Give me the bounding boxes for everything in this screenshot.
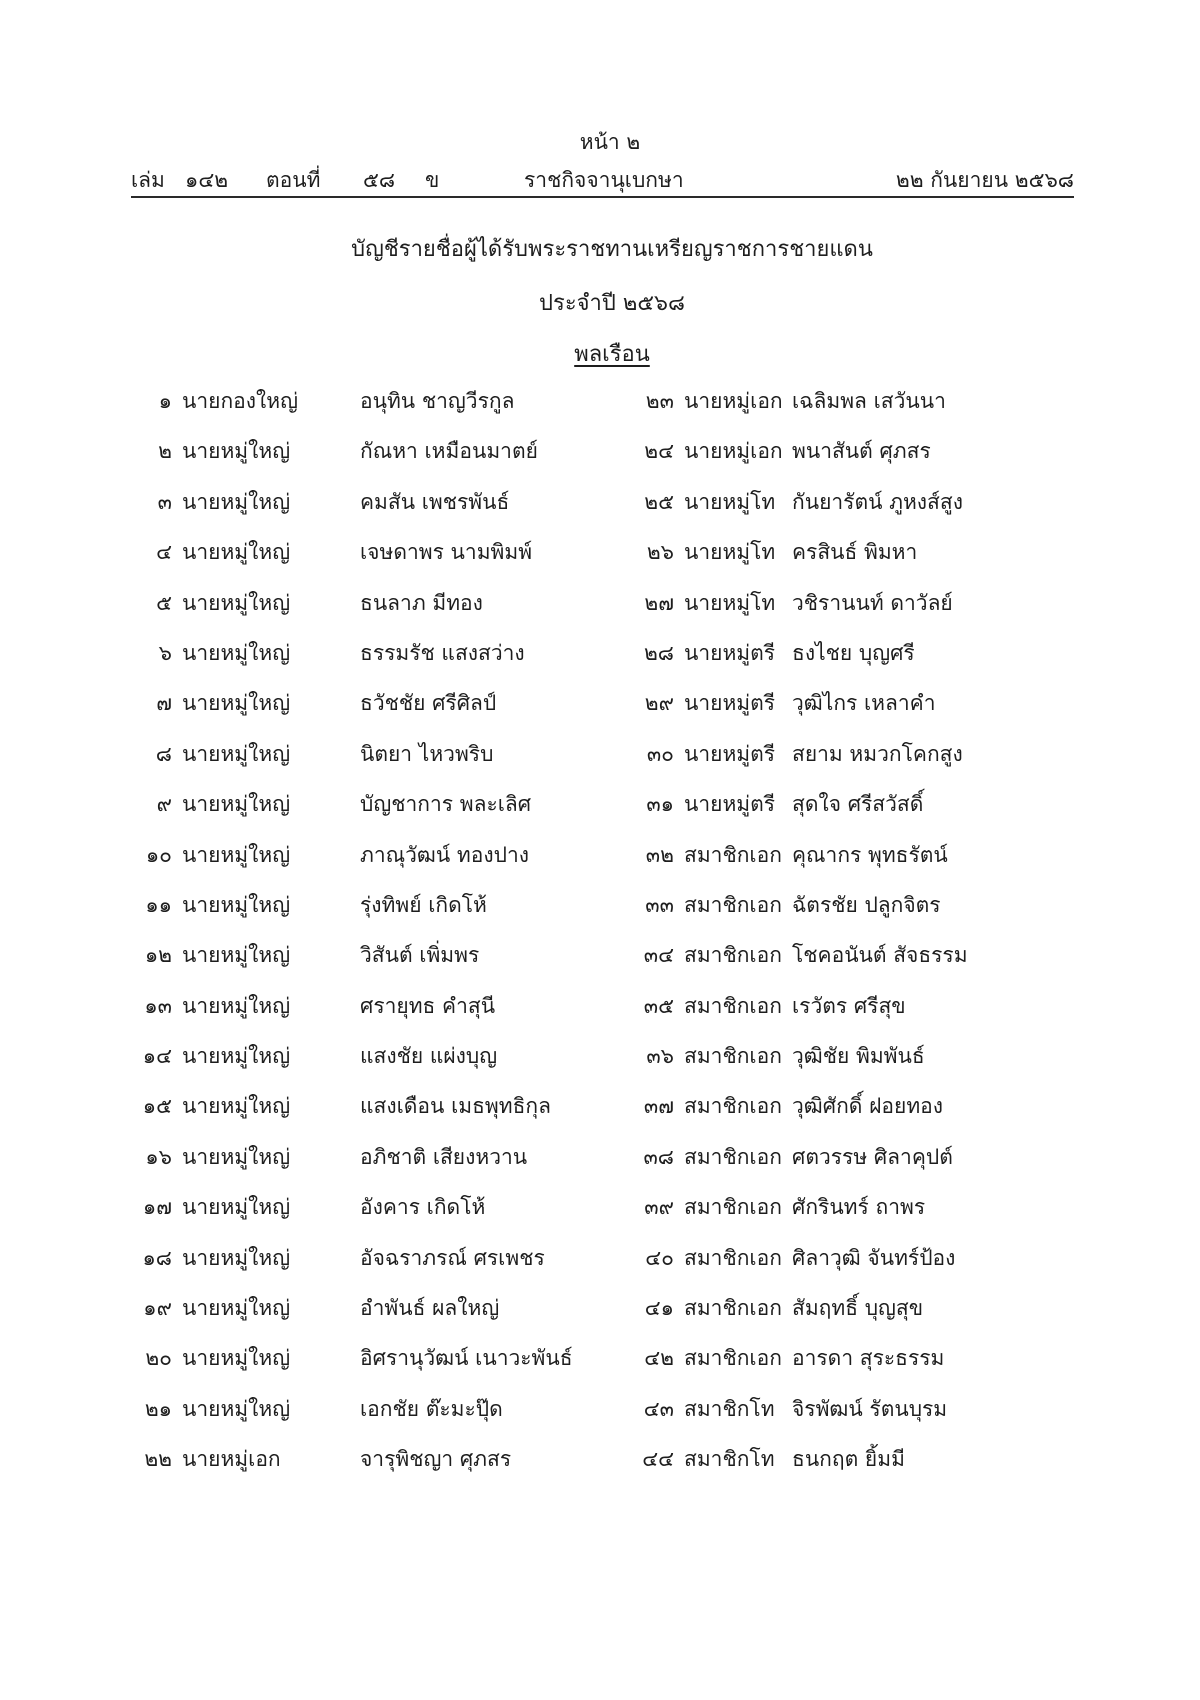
list-item	[622, 435, 1102, 485]
entry-rank: นายหมู่ใหญ่	[182, 1346, 291, 1371]
list-item	[120, 1141, 600, 1191]
entry-number: ๒๐	[145, 1346, 172, 1371]
entry-rank: นายหมู่ตรี	[684, 640, 776, 665]
entry-rank: สมาชิกโท	[684, 1396, 775, 1421]
entry-number: ๓๐	[646, 741, 674, 766]
entry-rank: นายหมู่เอก	[182, 1447, 281, 1472]
volume-number: ๑๔๒	[185, 168, 229, 192]
list-item	[120, 536, 600, 586]
entry-rank: นายหมู่โท	[684, 540, 776, 565]
entry-number: ๑๐	[145, 842, 172, 867]
entry-rank: นายหมู่ใหญ่	[182, 640, 291, 665]
entry-number: ๓๓	[645, 892, 674, 917]
entry-number: ๔๐	[645, 1245, 674, 1270]
entry-name: อัจฉราภรณ์ ศรเพชร	[360, 1245, 545, 1270]
entry-number: ๑๑	[145, 892, 172, 917]
entry-name: ธนลาภ มีทอง	[360, 590, 483, 615]
entry-rank: นายหมู่ใหญ่	[182, 741, 291, 766]
entry-number: ๒๖	[646, 540, 674, 565]
list-item	[622, 385, 1102, 435]
list-item	[120, 1242, 600, 1292]
entry-name: รุ่งทิพย์ เกิดโห้	[360, 892, 487, 917]
publication-name: ราชกิจจานุเบกษา	[524, 168, 684, 192]
list-item	[622, 788, 1102, 838]
entry-number: ๑๓	[144, 993, 172, 1018]
list-item	[120, 1090, 600, 1140]
entry-name: ศรายุทธ คำสุนี	[360, 993, 496, 1018]
entry-number: ๑๙	[143, 1296, 172, 1321]
entry-name: กันยารัตน์ ภูหงส์สูง	[792, 489, 963, 514]
entry-rank: นายหมู่ใหญ่	[182, 1396, 291, 1421]
entry-name: เรวัตร ศรีสุข	[792, 993, 906, 1018]
list-item	[622, 1292, 1102, 1342]
entry-name: อังคาร เกิดโห้	[360, 1195, 486, 1220]
entry-rank: นายหมู่ใหญ่	[182, 842, 291, 867]
list-item	[622, 939, 1102, 989]
gazette-header	[131, 160, 1074, 196]
list-item	[120, 687, 600, 737]
entry-rank: นายหมู่ตรี	[684, 741, 776, 766]
list-item	[622, 738, 1102, 788]
list-item	[120, 1443, 600, 1493]
list-item	[120, 889, 600, 939]
entry-number: ๑๘	[142, 1245, 172, 1270]
entry-rank: สมาชิกเอก	[684, 1044, 782, 1069]
issue-label: ตอนที่	[266, 168, 321, 192]
list-item	[622, 1090, 1102, 1140]
entry-name: วชิรานนท์ ดาวัลย์	[792, 590, 953, 615]
entry-name: พนาสันต์ ศุภสร	[792, 439, 931, 464]
entry-rank: สมาชิกเอก	[684, 842, 782, 867]
recipient-list-right	[622, 385, 1102, 1494]
entry-name: วิสันต์ เพิ่มพร	[360, 943, 480, 968]
list-item	[622, 1242, 1102, 1292]
entry-name: จารุพิชญา ศุภสร	[360, 1447, 512, 1472]
entry-rank: นายหมู่เอก	[684, 439, 783, 464]
list-item	[120, 1040, 600, 1090]
entry-number: ๔	[156, 540, 172, 565]
entry-name: ศตวรรษ ศิลาคุปต์	[792, 1144, 953, 1169]
entry-number: ๒๗	[644, 590, 674, 615]
list-item	[622, 1191, 1102, 1241]
list-item	[622, 1342, 1102, 1392]
list-item	[120, 385, 600, 435]
entry-name: ธงไชย บุญศรี	[792, 640, 915, 665]
entry-number: ๒๘	[643, 640, 674, 665]
issue-number: ๕๘	[363, 168, 396, 192]
entry-rank: นายหมู่ใหญ่	[182, 489, 291, 514]
list-item	[120, 1393, 600, 1443]
entry-name: โชคอนันต์ สัจธรรม	[792, 943, 968, 968]
section-letter: ข	[425, 168, 440, 192]
entry-number: ๓๙	[644, 1195, 674, 1220]
entry-name: วุฒิไกร เหลาคำ	[792, 691, 936, 716]
entry-name: สัมฤทธิ์ บุญสุข	[792, 1296, 924, 1321]
entry-name: วุฒิชัย พิมพันธ์	[792, 1044, 925, 1069]
list-item	[120, 1191, 600, 1241]
entry-number: ๘	[155, 741, 172, 766]
entry-name: นิตยา ไหวพริบ	[360, 741, 494, 766]
entry-rank: สมาชิกเอก	[684, 993, 782, 1018]
entry-number: ๒๕	[644, 489, 674, 514]
entry-rank: สมาชิกเอก	[684, 892, 782, 917]
list-item	[622, 1443, 1102, 1493]
entry-name: คุณากร พุทธรัตน์	[792, 842, 948, 867]
page-number: หน้า ๒	[579, 130, 641, 154]
list-item	[120, 435, 600, 485]
list-item	[622, 687, 1102, 737]
list-item	[622, 889, 1102, 939]
entry-rank: นายกองใหญ่	[182, 389, 299, 413]
entry-rank: นายหมู่ใหญ่	[182, 691, 291, 716]
entry-number: ๑๕	[142, 1094, 172, 1119]
volume-label: เล่ม	[131, 168, 165, 192]
list-item	[120, 637, 600, 687]
entry-number: ๓๖	[646, 1044, 674, 1069]
entry-rank: นายหมู่ใหญ่	[182, 892, 291, 917]
entry-number: ๔๔	[642, 1447, 674, 1472]
entry-name: อภิชาติ เสียงหวาน	[360, 1144, 528, 1169]
list-item	[622, 839, 1102, 889]
entry-name: สยาม หมวกโคกสูง	[792, 741, 963, 766]
entry-rank: นายหมู่ใหญ่	[182, 943, 291, 968]
entry-number: ๗	[156, 691, 172, 716]
entry-name: จิรพัฒน์ รัตนบุรม	[792, 1396, 948, 1421]
recipient-list-left	[120, 385, 600, 1494]
header-rule	[131, 196, 1074, 198]
entry-name: ธนกฤต ยิ้มมี	[792, 1447, 905, 1472]
entry-number: ๔๑	[644, 1296, 674, 1321]
entry-number: ๑๖	[145, 1144, 172, 1169]
list-item	[622, 486, 1102, 536]
entry-name: อนุทิน ชาญวีรกูล	[360, 389, 515, 413]
entry-rank: นายหมู่ใหญ่	[182, 540, 291, 565]
entry-rank: นายหมู่ใหญ่	[182, 1296, 291, 1321]
entry-rank: นายหมู่ใหญ่	[182, 1245, 291, 1270]
entry-rank: นายหมู่เอก	[684, 389, 783, 413]
entry-name: ธวัชชัย ศรีศิลป์	[360, 691, 497, 716]
entry-rank: นายหมู่โท	[684, 489, 776, 514]
entry-name: เฉลิมพล เสวันนา	[792, 389, 946, 413]
list-item	[120, 1342, 600, 1392]
entry-rank: นายหมู่ตรี	[684, 691, 776, 716]
list-item	[622, 587, 1102, 637]
entry-rank: นายหมู่ใหญ่	[182, 1144, 291, 1169]
entry-number: ๓๘	[643, 1144, 674, 1169]
entry-number: ๑๒	[144, 943, 172, 968]
entry-rank: นายหมู่ใหญ่	[182, 792, 291, 817]
publication-date: ๒๒ กันยายน ๒๕๖๘	[895, 168, 1074, 192]
entry-number: ๒๑	[144, 1396, 172, 1421]
entry-rank: นายหมู่ใหญ่	[182, 590, 291, 615]
entry-name: เอกชัย ต๊ะมะปุ๊ด	[360, 1396, 503, 1421]
list-item	[622, 1141, 1102, 1191]
entry-name: แสงเดือน เมธพุทธิกุล	[360, 1094, 551, 1119]
entry-number: ๖	[158, 640, 172, 665]
entry-name: อารดา สุระธรรม	[792, 1346, 945, 1371]
entry-rank: นายหมู่ใหญ่	[182, 439, 291, 464]
entry-number: ๓๗	[643, 1094, 674, 1119]
entry-number: ๔๓	[643, 1396, 674, 1421]
list-item	[120, 788, 600, 838]
list-item	[622, 637, 1102, 687]
entry-name: ศักรินทร์ ถาพร	[792, 1195, 926, 1220]
entry-number: ๒๔	[644, 439, 674, 464]
entry-rank: สมาชิกโท	[684, 1447, 775, 1472]
category-heading	[12, 336, 1200, 371]
entry-rank: สมาชิกเอก	[684, 1144, 782, 1169]
entry-rank: นายหมู่ใหญ่	[182, 1044, 291, 1069]
entry-rank: สมาชิกเอก	[684, 1346, 782, 1371]
entry-rank: นายหมู่ใหญ่	[182, 993, 291, 1018]
entry-number: ๓๑	[646, 792, 674, 817]
list-item	[622, 990, 1102, 1040]
entry-rank: นายหมู่ตรี	[684, 792, 776, 817]
entry-number: ๒	[158, 439, 172, 464]
entry-rank: สมาชิกเอก	[684, 943, 782, 968]
entry-number: ๓	[157, 489, 172, 514]
document-title: บัญชีรายชื่อผู้ได้รับพระราชทานเหรียญราชการชายแดน	[351, 237, 873, 262]
entry-number: ๓๒	[645, 842, 674, 867]
entry-name: ครสินธ์ พิมหา	[792, 540, 918, 565]
entry-rank: สมาชิกเอก	[684, 1245, 782, 1270]
list-item	[120, 1292, 600, 1342]
entry-rank: นายหมู่ใหญ่	[182, 1094, 291, 1119]
entry-name: ฉัตรชัย ปลูกจิตร	[792, 892, 941, 917]
entry-name: บัญชาการ พละเลิศ	[360, 792, 532, 817]
list-item	[622, 536, 1102, 586]
list-item	[120, 486, 600, 536]
entry-number: ๒๒	[144, 1447, 172, 1472]
entry-name: ภาณุวัฒน์ ทองปาง	[360, 842, 529, 867]
entry-rank: สมาชิกเอก	[684, 1094, 782, 1119]
entry-number: ๒๙	[644, 691, 674, 716]
entry-name: ศิลาวุฒิ จันทร์ป้อง	[792, 1245, 956, 1270]
entry-rank: นายหมู่โท	[684, 590, 776, 615]
list-item	[120, 738, 600, 788]
document-subtitle: ประจำปี ๒๕๖๘	[539, 291, 685, 316]
entry-name: เจษดาพร นามพิมพ์	[360, 540, 533, 565]
list-item	[622, 1393, 1102, 1443]
category-label: พลเรือน	[574, 342, 650, 367]
entry-name: วุฒิศักดิ์ ฝอยทอง	[792, 1094, 944, 1119]
entry-number: ๙	[156, 792, 172, 817]
entry-number: ๕	[156, 590, 172, 615]
entry-rank: สมาชิกเอก	[684, 1296, 782, 1321]
entry-number: ๑	[158, 389, 172, 413]
entry-name: สุดใจ ศรีสวัสดิ์	[792, 792, 924, 817]
entry-rank: นายหมู่ใหญ่	[182, 1195, 291, 1220]
list-item	[120, 839, 600, 889]
entry-number: ๓๕	[643, 993, 674, 1018]
entry-name: คมสัน เพชรพันธ์	[360, 489, 510, 514]
entry-number: ๓๔	[643, 943, 674, 968]
list-item	[622, 1040, 1102, 1090]
entry-name: อำพันธ์ ผลใหญ่	[360, 1296, 500, 1321]
entry-name: อิศรานุวัฒน์ เนาวะพันธ์	[360, 1346, 573, 1371]
entry-name: กัณหา เหมือนมาตย์	[360, 439, 538, 464]
entry-number: ๑๗	[142, 1195, 172, 1220]
entry-rank: สมาชิกเอก	[684, 1195, 782, 1220]
entry-name: ธรรมรัช แสงสว่าง	[360, 640, 525, 665]
list-item	[120, 939, 600, 989]
entry-name: แสงชัย แผ่งบุญ	[360, 1044, 498, 1069]
entry-number: ๔๒	[644, 1346, 674, 1371]
entry-number: ๒๓	[645, 389, 674, 413]
list-item	[120, 990, 600, 1040]
list-item	[120, 587, 600, 637]
entry-number: ๑๔	[142, 1044, 172, 1069]
